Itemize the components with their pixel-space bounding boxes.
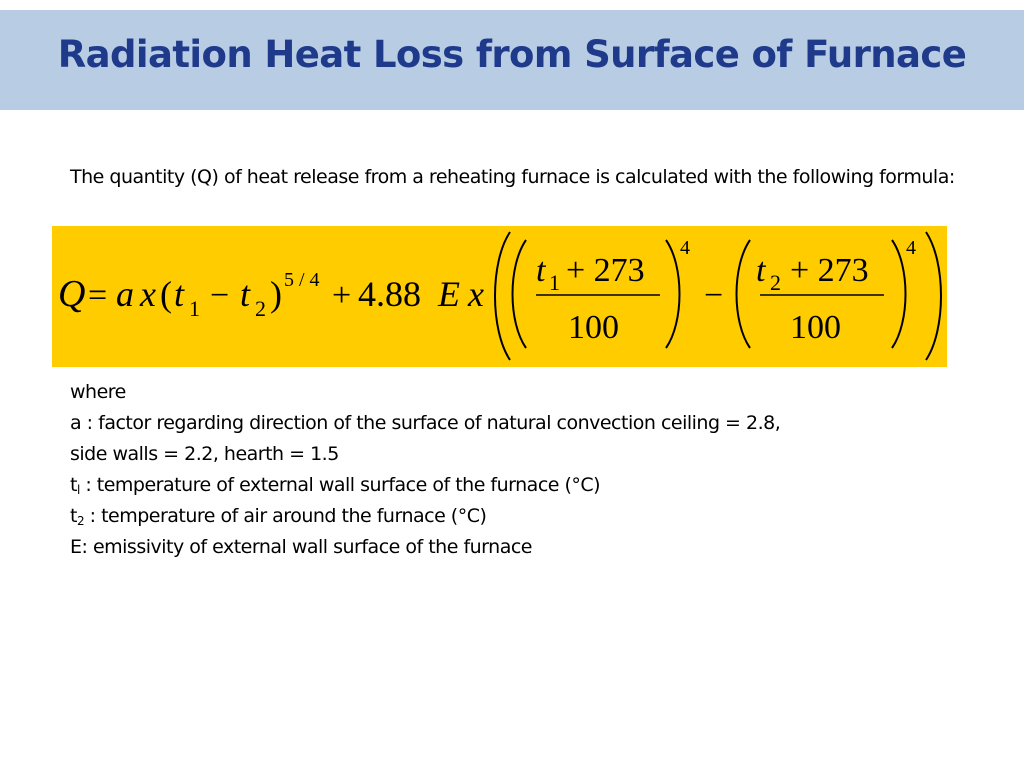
outer-left-paren — [495, 232, 510, 360]
definition-t2-subscript: 2 — [76, 514, 85, 528]
frac1-left-paren — [513, 240, 527, 348]
formula-minus2: − — [704, 277, 724, 314]
formula-x2: x — [468, 274, 484, 314]
definition-t2-symbol: t — [70, 505, 77, 527]
definition-t1 — [70, 470, 970, 501]
formula-close-paren: ) — [270, 274, 282, 314]
definition-t1-subscript: l — [76, 483, 80, 497]
frac1-numerator: + 273 — [566, 252, 645, 289]
frac2-right-paren — [892, 240, 906, 348]
formula-t2-sub: 2 — [255, 296, 266, 321]
definitions-where: where — [70, 381, 126, 403]
formula-t2: t — [240, 274, 251, 314]
frac2-denominator: 100 — [790, 309, 841, 346]
definition-t1-text: : temperature of external wall surface of the furnace (°C) — [79, 474, 601, 496]
definition-a-line-2: side walls = 2.2, hearth = 1.5 — [70, 443, 339, 465]
frac2-numerator: + 273 — [790, 252, 869, 289]
formula-open-paren: ( — [160, 274, 172, 314]
frac2-power: 4 — [906, 237, 916, 259]
frac2-t-sub: 2 — [770, 270, 781, 295]
formula-t1: t — [174, 274, 185, 314]
definition-a-line-1: a : factor regarding direction of the surface of natural convection ceiling = 2.8, — [70, 412, 781, 434]
frac1-right-paren — [666, 240, 680, 348]
formula-t1-sub: 1 — [189, 296, 200, 321]
formula-x1: x — [140, 274, 156, 314]
frac2-left-paren — [737, 240, 751, 348]
definition-t1-symbol: t — [70, 474, 77, 496]
formula-plus: + — [332, 277, 352, 314]
formula-coef: 4.88 — [358, 274, 421, 314]
formula-q: Q — [58, 273, 86, 315]
formula-e: E — [438, 274, 460, 314]
formula-a: a — [116, 274, 134, 314]
frac1-power: 4 — [680, 237, 690, 259]
formula-minus1: − — [210, 277, 230, 314]
definition-t2 — [70, 501, 970, 532]
frac2-t: t — [756, 252, 766, 289]
outer-right-paren — [926, 232, 941, 360]
formula-exp-54: 5 / 4 — [284, 269, 320, 291]
frac1-denominator: 100 — [568, 309, 619, 346]
definition-t2-text: : temperature of air around the furnace (°C) — [84, 505, 487, 527]
definitions-list — [70, 377, 970, 563]
formula-equals: = — [88, 277, 108, 314]
formula-box — [52, 226, 947, 367]
definition-e: E: emissivity of external wall surface of the furnace — [70, 536, 532, 558]
frac1-t-sub: 1 — [549, 270, 560, 295]
slide-title: Radiation Heat Loss from Surface of Furnace — [57, 33, 967, 76]
formula-svg — [52, 226, 947, 367]
frac1-t: t — [536, 252, 546, 289]
intro-paragraph: The quantity (Q) of heat release from a reheating furnace is calculated with the following formula: — [70, 166, 955, 188]
